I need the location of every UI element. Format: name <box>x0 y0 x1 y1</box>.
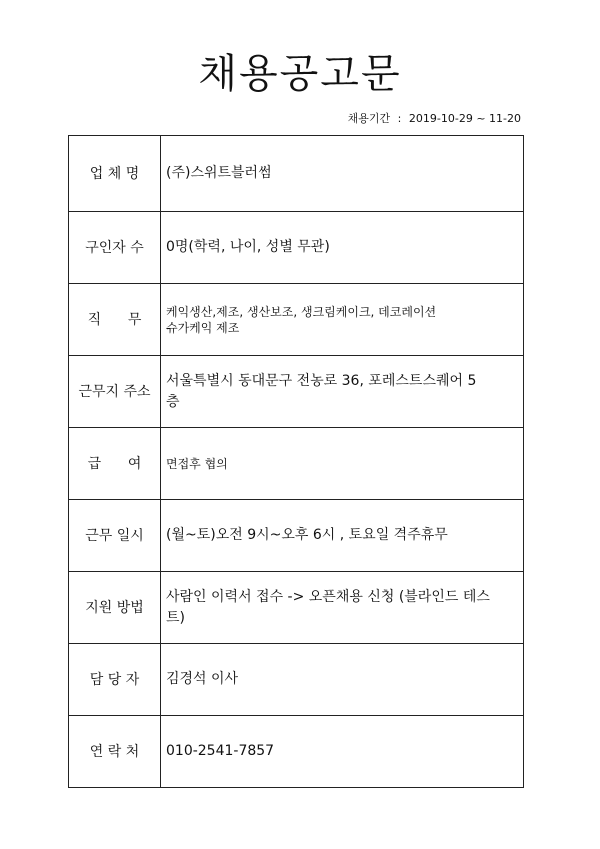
row-contact-person <box>69 644 524 716</box>
value-headcount <box>161 212 524 284</box>
label-phone: 연 락 처 <box>69 716 161 788</box>
label-contact-person: 담 당 자 <box>69 644 161 716</box>
row-job-duties <box>69 284 524 356</box>
label-headcount: 구인자 수 <box>69 212 161 284</box>
value-work-address-line-2: 층 <box>166 393 180 410</box>
value-company-name-line-1: (주)스위트블러썸 <box>166 165 272 181</box>
row-application-method <box>69 572 524 644</box>
value-contact-person-line-1: 김경석 이사 <box>166 671 239 687</box>
label-application-method: 지원 방법 <box>69 572 161 644</box>
period-label: 채용기간 <box>347 112 391 125</box>
value-contact-person <box>161 644 524 716</box>
label-work-hours: 근무 일시 <box>69 500 161 572</box>
document-title: 채용공고문 <box>198 51 402 97</box>
value-phone-line-1: 010-2541-7857 <box>166 743 275 759</box>
label-job-duties: 직 무 <box>69 284 161 356</box>
value-application-method-line-1: 사람인 이력서 접수 -> 오픈채용 신청 (블라인드 테스 <box>166 588 490 605</box>
period-separator: : <box>397 112 402 125</box>
row-headcount <box>69 212 524 284</box>
row-work-hours <box>69 500 524 572</box>
value-phone <box>161 716 524 788</box>
label-salary: 급 여 <box>69 428 161 500</box>
value-company-name <box>161 136 524 212</box>
value-work-address <box>161 356 524 428</box>
row-salary <box>69 428 524 500</box>
value-work-hours <box>161 500 524 572</box>
value-job-duties <box>161 284 524 356</box>
value-work-address-line-1: 서울특별시 동대문구 전농로 36, 포레스트스퀘어 5 <box>166 372 477 389</box>
row-company-name <box>69 136 524 212</box>
value-job-duties-line-2: 슈가케익 제조 <box>166 320 240 335</box>
value-salary-line-1: 면접후 협의 <box>166 456 228 471</box>
row-phone <box>69 716 524 788</box>
row-work-address <box>69 356 524 428</box>
value-salary <box>161 428 524 500</box>
job-posting-table <box>68 135 524 788</box>
value-job-duties-line-1: 케익생산,제조, 생산보조, 생크림케이크, 데코레이션 <box>166 304 437 319</box>
period-value: 2019-10-29 ~ 11-20 <box>408 112 521 125</box>
value-work-hours-line-1: (월~토)오전 9시~오후 6시 , 토요일 격주휴무 <box>166 527 448 543</box>
label-work-address: 근무지 주소 <box>69 356 161 428</box>
label-company-name: 업 체 명 <box>69 136 161 212</box>
value-headcount-line-1: 0명(학력, 나이, 성별 무관) <box>166 239 330 255</box>
value-application-method <box>161 572 524 644</box>
recruitment-period <box>348 112 521 126</box>
value-application-method-line-2: 트) <box>166 609 185 626</box>
